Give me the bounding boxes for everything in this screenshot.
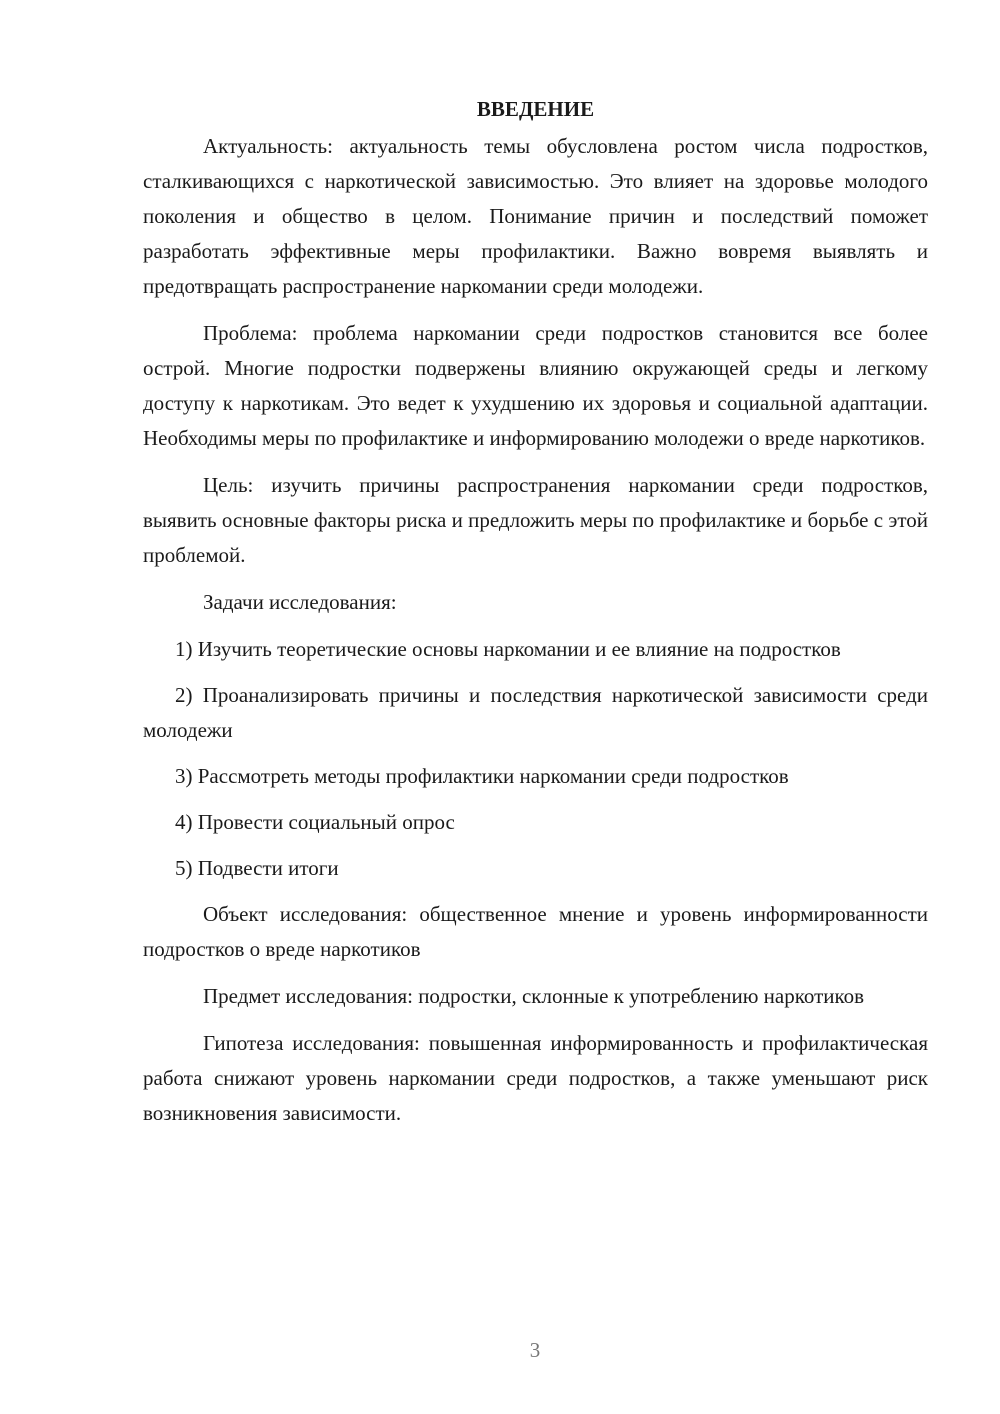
tasks-heading: Задачи исследования: <box>203 590 397 614</box>
page-number: 3 <box>529 1338 541 1362</box>
research-object-paragraph: Объект исследования: общественное мнение и уровень информированности подростков о вреде наркотиков <box>143 902 928 961</box>
task-item-2: 2) Проанализировать причины и последствия наркотической зависимости среди молодежи <box>143 683 928 742</box>
problem-paragraph: Проблема: проблема наркомании среди подростков становится все более острой. Многие подростки подвержены влиянию окружающей среды и легкому доступу к наркотикам. Это ведет к ухудшению их здоровья и социальной адаптации. Необходимы меры по профилактике и информированию молодежи о вреде наркотиков. <box>143 321 928 450</box>
hypothesis-paragraph: Гипотеза исследования: повышенная информированность и профилактическая работа снижают уровень наркомании среди подростков, а также уменьшают риск возникновения зависимости. <box>143 1031 928 1125</box>
page-content <box>143 92 928 1143</box>
research-subject-paragraph: Предмет исследования: подростки, склонные к употреблению наркотиков <box>203 984 865 1008</box>
task-item-1: 1) Изучить теоретические основы наркомании и ее влияние на подростков <box>175 637 841 661</box>
task-item-3: 3) Рассмотреть методы профилактики наркомании среди подростков <box>175 764 789 788</box>
goal-paragraph: Цель: изучить причины распространения наркомании среди подростков, выявить основные факторы риска и предложить меры по профилактике и борьбе с этой проблемой. <box>143 473 928 567</box>
section-title: ВВЕДЕНИЕ <box>476 97 595 121</box>
relevance-paragraph: Актуальность: актуальность темы обусловлена ростом числа подростков, сталкивающихся с наркотической зависимостью. Это влияет на здоровье молодого поколения и общество в целом. Понимание причин и последствий поможет разработать эффективные меры профилактики. Важно вовремя выявлять и предотвращать распространение наркомании среди молодежи. <box>143 134 928 298</box>
task-item-4: 4) Провести социальный опрос <box>175 810 455 834</box>
task-item-5: 5) Подвести итоги <box>175 856 339 880</box>
